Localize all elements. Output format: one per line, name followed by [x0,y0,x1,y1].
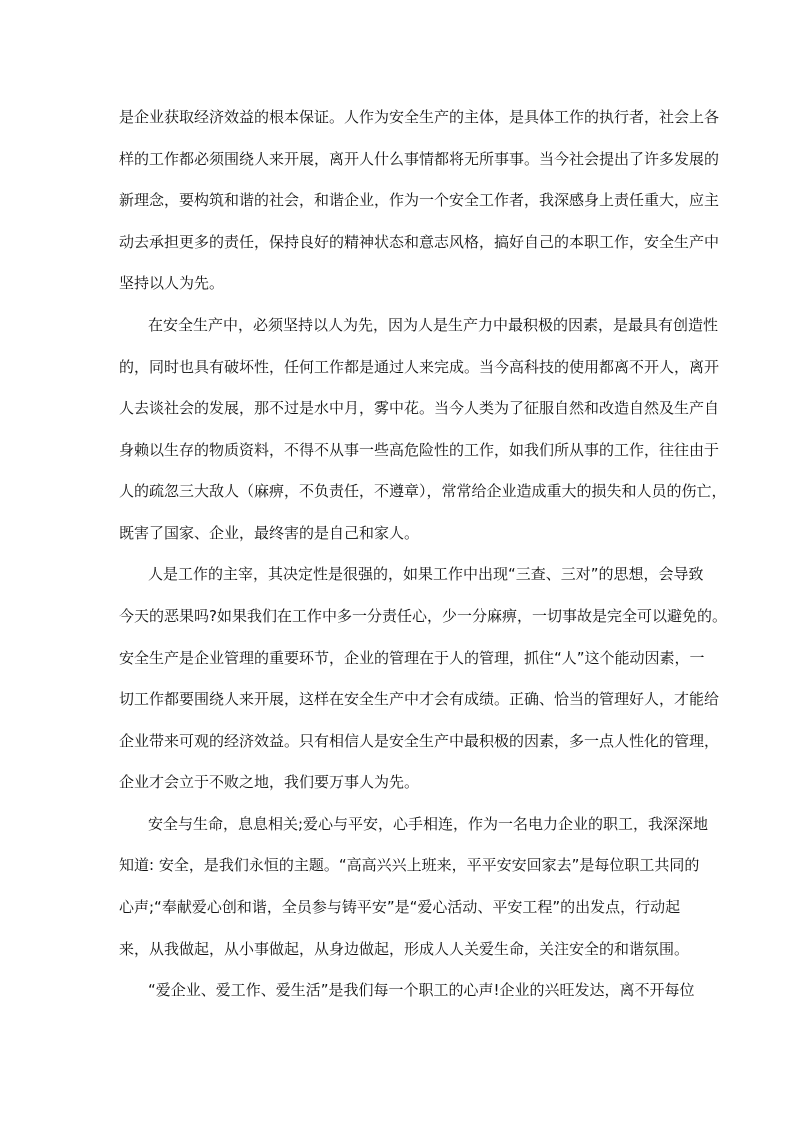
text-line: 心声;“奉献爱心创和谐，全员参与铸平安”是“爱心活动、平安工程”的出发点，行动起 [119,898,681,916]
text-line: 新理念，要构筑和谐的社会，和谐企业，作为一个安全工作者，我深感身上责任重大，应主 [119,191,720,209]
text-line: 既害了国家、企业，最终害的是自己和家人。 [119,524,420,542]
text-line: 企业才会立于不败之地，我们要万事人为先。 [119,773,420,791]
paragraph-first-line: 人是工作的主宰，其决定性是很强的，如果工作中出现“三查、三对”的思想，会导致 [148,565,704,583]
paragraph-first-line: 在安全生产中，必须坚持以人为先，因为人是生产力中最积极的因素，是最具有创造性 [148,316,719,334]
text-line: 样的工作都必须围绕人来开展，离开人什么事情都将无所事事。当今社会提出了许多发展的 [119,150,720,168]
text-line: 来，从我做起，从小事做起，从身边做起，形成人人关爱生命，关注安全的和谐氛围。 [119,940,690,958]
text-line: 身赖以生存的物质资料，不得不从事一些高危险性的工作，如我们所从事的工作，往往由于 [119,441,720,459]
paragraph-first-line: “爱企业、爱工作、爱生活”是我们每一个职工的心声!企业的兴旺发达，离不开每位 [148,981,695,999]
text-line: 的，同时也具有破坏性，任何工作都是通过人来完成。当今高科技的使用都离不开人，离开 [119,358,720,376]
text-line: 知道: 安全，是我们永恒的主题。“高高兴兴上班来，平平安安回家去”是每位职工共同的 [119,856,700,874]
text-line: 坚持以人为先。 [119,274,225,292]
text-line: 是企业获取经济效益的根本保证。人作为安全生产的主体，是具体工作的执行者，社会上各 [119,108,720,126]
text-line: 今天的恶果吗?如果我们在工作中多一分责任心，少一分麻痹，一切事故是完全可以避免的。 [119,607,727,625]
text-line: 动去承担更多的责任，保持良好的精神状态和意志风格，搞好自己的本职工作，安全生产中 [119,233,720,251]
text-line: 安全生产是企业管理的重要环节，企业的管理在于人的管理，抓住“人”这个能动因素，一 [119,649,705,667]
text-line: 企业带来可观的经济效益。只有相信人是安全生产中最积极的因素，多一点人性化的管理， [119,732,720,750]
text-line: 人去谈社会的发展，那不过是水中月，雾中花。当今人类为了征服自然和改造自然及生产自 [119,399,720,417]
text-line: 人的疏忽三大敌人（麻痹，不负责任，不遵章），常常给企业造成重大的损失和人员的伤亡， [119,482,727,500]
paragraph-first-line: 安全与生命，息息相关;爱心与平安，心手相连，作为一名电力企业的职工，我深深地 [148,815,709,833]
text-line: 切工作都要围绕人来开展，这样在安全生产中才会有成绩。正确、恰当的管理好人，才能给 [119,690,720,708]
